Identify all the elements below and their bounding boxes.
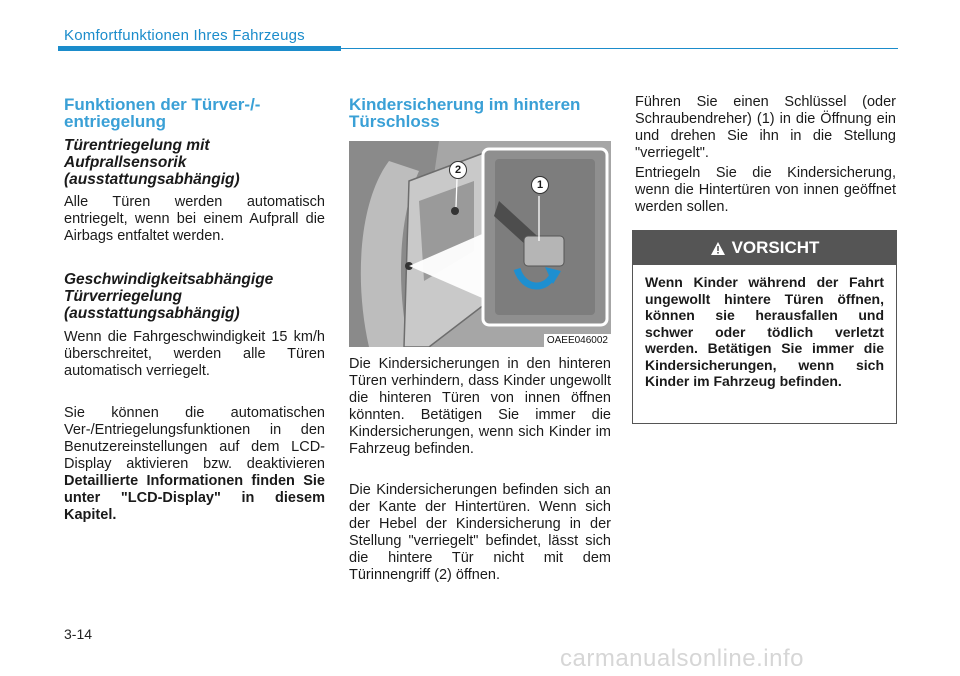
- callout-2: 2: [449, 161, 467, 179]
- paragraph-speed-lock: Wenn die Fahrgeschwindigkeit 15 km/h überschreitet, werden alle Türen automatisch verriegelt.: [64, 329, 325, 379]
- lcd-reference-note: Detaillierte Informationen finden Sie unter "LCD-Display" in diesem Kapitel.: [64, 473, 325, 523]
- child-lock-illustration: [349, 141, 611, 347]
- door-illustration-graphic: [349, 141, 611, 347]
- page-number: 3-14: [64, 626, 93, 642]
- paragraph-unlock-child-lock: Entriegeln Sie die Kindersicherung, wenn die Hintertüren von innen geöffnet werden sollen.: [635, 165, 896, 215]
- page-header-title: Komfortfunktionen Ihres Fahrzeugs: [64, 27, 305, 44]
- section-heading-child-lock: Kindersicherung im hinteren Türschloss: [349, 95, 581, 131]
- paragraph-impact-unlock: Alle Türen werden automatisch entriegelt, wenn bei einem Aufprall die Airbags entfaltet werden.: [64, 194, 325, 244]
- subheading-impact-unlock: Türentriegelung mit Aufprallsensorik (ausstattungsabhängig): [64, 137, 240, 188]
- paragraph-child-lock-location: Die Kindersicherungen befinden sich an der Kante der Hintertüren. Wenn sich der Hebel der Kindersicherung in der Stellung "verriegelt" befindet, lässt sich die hintere Tür nicht mit dem Türinnengriff (2) öffnen.: [349, 482, 611, 583]
- header-rule-thin: [341, 48, 898, 49]
- image-caption: OAEE046002: [544, 334, 611, 347]
- header-rule-thick: [58, 46, 341, 51]
- subheading-speed-lock: Geschwindigkeitsabhängige Türverriegelung (ausstattungsabhängig): [64, 271, 274, 322]
- caution-header: [633, 231, 896, 265]
- section-heading-door-locking: Funktionen der Türver-/- entriegelung: [64, 95, 261, 131]
- paragraph-child-lock-purpose: Die Kindersicherungen in den hinteren Türen verhindern, dass Kinder ungewollt die hinteren Türen von innen öffnen könnten. Betätigen Sie immer die Kindersicherungen, wenn sich Kinder im Fahrzeug befinden.: [349, 356, 611, 457]
- callout-1: 1: [531, 176, 549, 194]
- watermark: carmanualsonline.info: [560, 645, 804, 672]
- caution-text: Wenn Kinder während der Fahrt ungewollt hintere Türen öffnen, können sie herausfallen und schwer oder tödlich verletzt werden. Betätigen Sie immer die Kindersicherungen, wenn sich Kinder im Fahrzeug befinden.: [645, 274, 884, 389]
- warning-triangle-icon: [710, 241, 726, 256]
- paragraph-lcd-settings: [64, 405, 325, 524]
- caution-title: VORSICHT: [731, 238, 820, 257]
- paragraph-insert-key: Führen Sie einen Schlüssel (oder Schraubendreher) (1) in die Öffnung ein und drehen Sie ihn in die Stellung "verriegelt".: [635, 94, 896, 161]
- lcd-settings-text: Sie können die automatischen Ver-/Entriegelungsfunktionen in den Benutzereinstellungen auf dem LCD-Display aktivieren bzw. deaktivieren: [64, 405, 325, 472]
- caution-box: [632, 230, 897, 424]
